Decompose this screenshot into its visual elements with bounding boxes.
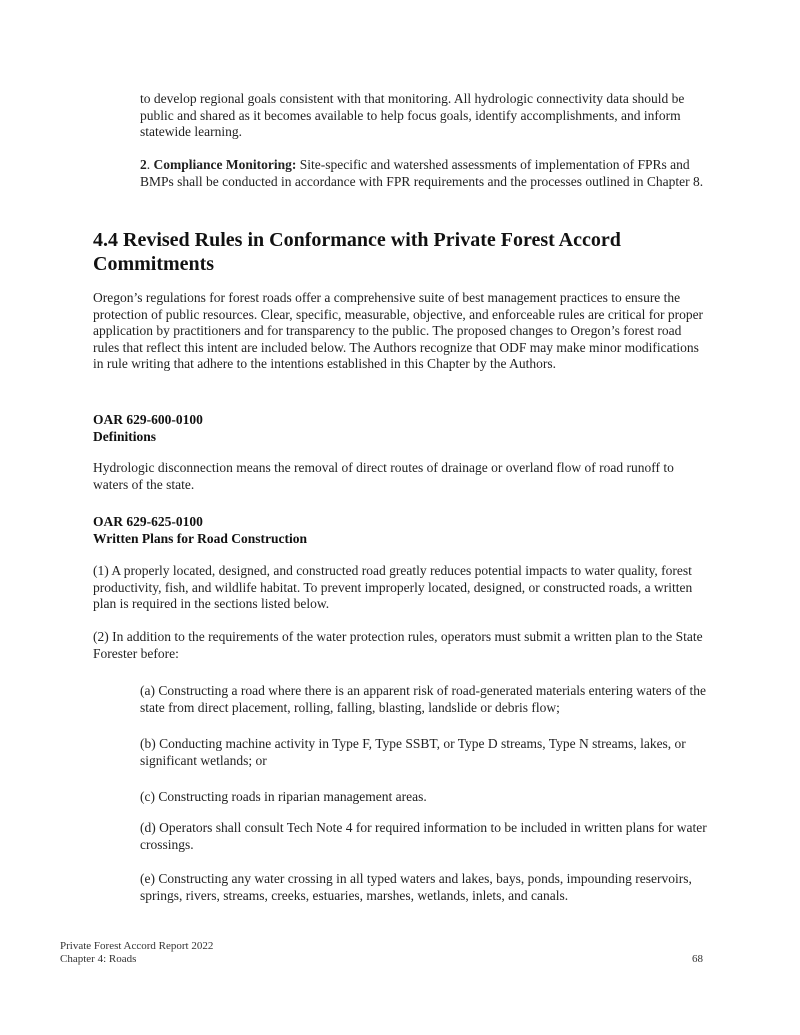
oar-block-2 (93, 513, 307, 547)
compliance-title: Compliance Monitoring: (153, 157, 297, 172)
hydrologic-paragraph: Hydrologic disconnection means the removal of direct routes of drainage or overland flow of road runoff to waters of the state. (93, 460, 674, 492)
list-item-b: (b) Conducting machine activity in Type F, Type SSBT, or Type D streams, Type N streams, lakes, or significant wetlands; or (140, 736, 686, 768)
list-item-a: (a) Constructing a road where there is an apparent risk of road-generated materials entering waters of the state from direct placement, rolling, falling, blasting, landslide or debris flow; (140, 683, 707, 715)
compliance-paragraph: 2. Compliance Monitoring: Site-specific and watershed assessments of implementation of FPRs and BMPs shall be conducted in accordance with FPR requirements and the processes outlined in Chapter 8. (140, 157, 704, 189)
rule-paragraph-1: (1) A properly located, designed, and constructed road greatly reduces potential impacts to water quality, forest productivity, fish, and wildlife habitat. To prevent improperly located, designed, or constructed roads, a written plan is required in the sections listed below. (93, 563, 693, 611)
footer-report-title: Private Forest Accord Report 2022 (60, 940, 214, 952)
footer (60, 940, 213, 966)
compliance-number: 2 (140, 157, 147, 172)
oar-code: OAR 629-625-0100 (93, 514, 203, 529)
page-number: 68 (692, 953, 703, 965)
section-heading: 4.4 Revised Rules in Conformance with Private Forest Accord Commitments (93, 229, 621, 275)
oar-title: Definitions (93, 429, 157, 444)
list-item-e: (e) Constructing any water crossing in all typed waters and lakes, bays, ponds, impounding reservoirs, springs, rivers, streams, creeks, estuaries, marshes, wetlands, inlets, and canals. (140, 871, 692, 903)
oar-code: OAR 629-600-0100 (93, 412, 203, 427)
oregon-paragraph: Oregon’s regulations for forest roads offer a comprehensive suite of best management practices to ensure the protection of public resources. Clear, specific, measurable, objective, and enforceable rules are critical for proper application by practitioners and for transparency to the public. The proposed changes to Oregon’s forest road rules that reflect this intent are included below. The Authors recognize that ODF may make minor modifications in rule writing that adhere to the intentions established in this Chapter by the Authors. (93, 290, 704, 371)
list-item-d: (d) Operators shall consult Tech Note 4 for required information to be included in written plans for water crossings. (140, 820, 707, 852)
oar-block-1 (93, 411, 203, 445)
list-item-c: (c) Constructing roads in riparian management areas. (140, 789, 427, 804)
oar-title: Written Plans for Road Construction (93, 531, 308, 546)
compliance-text: Site-specific and watershed assessments of implementation of FPRs and BMPs shall be conducted in accordance with FPR requirements and the processes outlined in Chapter 8. (140, 157, 704, 189)
rule-paragraph-2: (2) In addition to the requirements of the water protection rules, operators must submit a written plan to the State Forester before: (93, 629, 703, 661)
intro-paragraph: to develop regional goals consistent with that monitoring. All hydrologic connectivity data should be public and shared as it becomes available to help focus goals, identify accomplishments, and inform statewide learning. (140, 91, 685, 139)
footer-chapter: Chapter 4: Roads (60, 953, 137, 965)
